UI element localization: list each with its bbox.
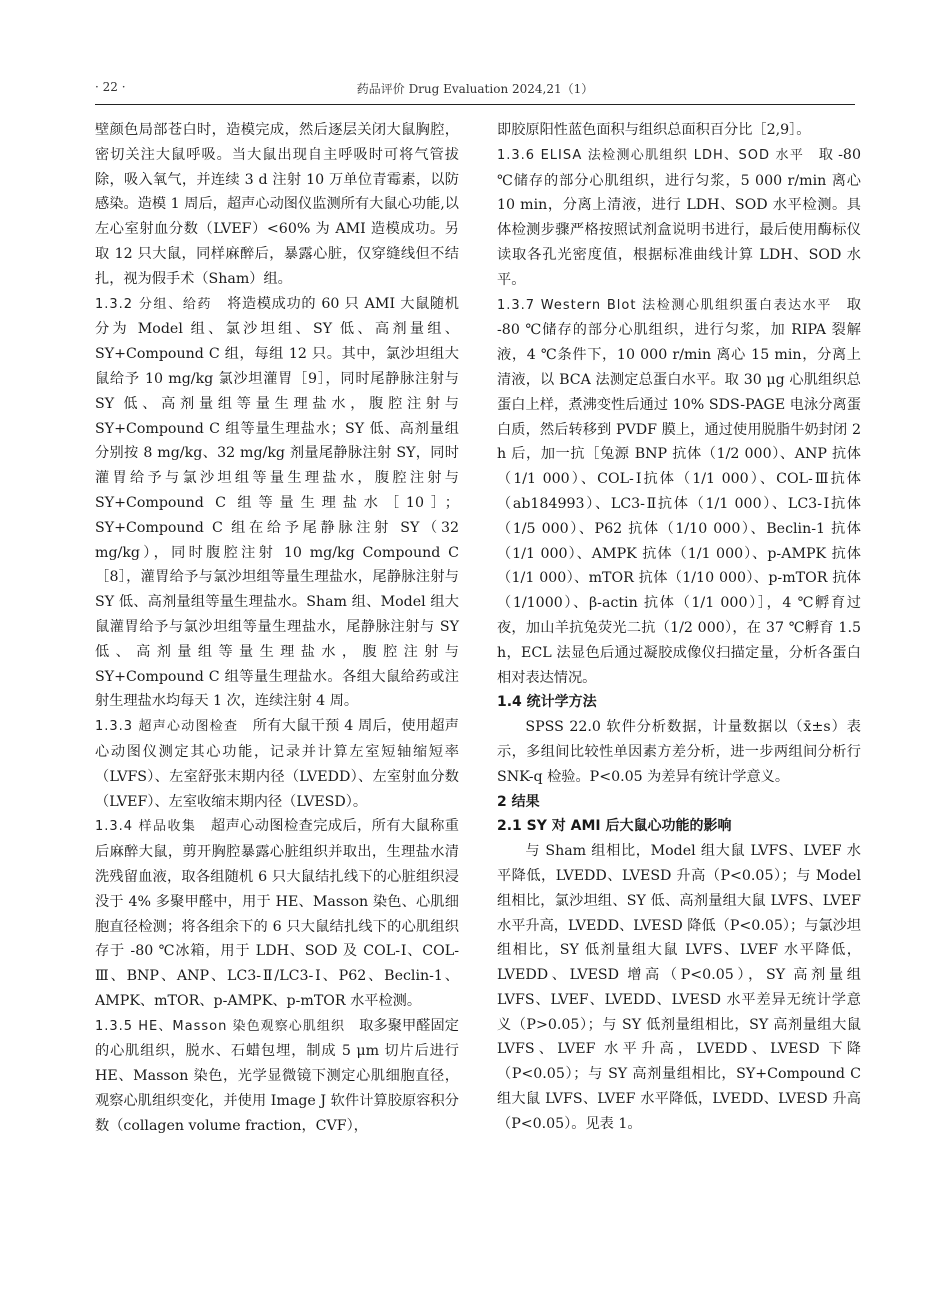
section-heading: 1.3.5 HE、Masson 染色观察心肌组织 [95, 1018, 346, 1034]
section-body-1-4: SPSS 22.0 软件分析数据，计量数据以（x̄±s）表示，多组间比较性单因素方差分析，进一步两组间分析行 SNK-q 检验。P<0.05 为差异有统计学意义。 [497, 719, 861, 785]
section-heading: 1.3.4 样品收集 [95, 819, 197, 835]
section-1-3-5 [95, 1014, 459, 1139]
header-rule [95, 104, 855, 105]
section-1-3-7 [497, 293, 861, 691]
section-heading: 1.3.7 Western Blot 法检测心肌组织蛋白表达水平 [497, 297, 832, 313]
section-1-3-2 [95, 292, 459, 715]
paragraph: 壁颜色局部苍白时，造模完成，然后逐层关闭大鼠胸腔，密切关注大鼠呼吸。当大鼠出现自主呼吸时可将气管拔除，吸入氧气，并连续 3 d 注射 10 万单位青霉素，以防感染。造模 1 周后，超声心动图仪监测所有大鼠心功能,以左心室射血分数（LVEF）<60% 为 AMI 造模成功。另取 12 只大鼠，同样麻醉后，暴露心脏，仅穿缝线但不结扎，视为假手术（Sham）组。 [95, 122, 459, 287]
section-heading: 1.3.2 分组、给药 [95, 296, 213, 312]
section-body: 取多聚甲醛固定的心肌组织，脱水、石蜡包埋，制成 5 μm 切片后进行 HE、Masson 染色，光学显微镜下测定心肌细胞直径，观察心肌组织变化，并使用 Image J 软件计算胶原容积分数（collagen volume fraction，CVF）， [95, 1017, 459, 1134]
journal-citation: 药品评价 Drug Evaluation 2024,21（1） [356, 82, 594, 96]
left-column [95, 118, 459, 1139]
paragraph: 即胶原阳性蓝色面积与组织总面积百分比［2,9］。 [497, 122, 811, 138]
section-body: 所有大鼠干预 4 周后，使用超声心动图仪测定其心功能，记录并计算左室短轴缩短率（LVFS）、左室舒张末期内径（LVEDD）、左室射血分数（LVEF）、左室收缩末期内径（LVESD）。 [95, 718, 459, 810]
section-1-3-6 [497, 143, 861, 293]
section-heading-1-4: 1.4 统计学方法 [497, 694, 597, 711]
section-body: 将造模成功的 60 只 AMI 大鼠随机分为 Model 组、氯沙坦组、SY 低、高剂量组、SY+Compound C 组，每组 12 只。其中，氯沙坦组大鼠给予 10 mg/kg 氯沙坦灌胃［9］，同时尾静脉注射与 SY 低、高剂量组等量生理盐水，腹腔注射与 SY+Compound C 组等量生理盐水；SY 低、高剂量组分别按 8 mg/kg、32 mg/kg 剂量尾静脉注射 SY，同时灌胃给予与氯沙坦组等量生理盐水，腹腔注射与 SY+Compound C 组等量生理盐水［10］；SY+Compound C 组在给予尾静脉注射 SY（32 mg/kg），同时腹腔注射 10 mg/kg Compound C［8］，灌胃给予与氯沙坦组等量生理盐水，尾静脉注射与 SY 低、高剂量组等量生理盐水。Sham 组、Model 组大鼠灌胃给予与氯沙坦组等量生理盐水，尾静脉注射与 SY 低、高剂量组等量生理盐水，腹腔注射与 SY+Compound C 组等量生理盐水。各组大鼠给药或注射生理盐水均每天 1 次，连续注射 4 周。 [95, 295, 459, 710]
section-body: 取 -80 ℃储存的部分心肌组织，进行匀浆，5 000 r/min 离心 10 min，分离上清液，进行 LDH、SOD 水平检测。具体检测步骤严格按照试剂盒说明书进行，最后使用酶标仪读取各孔光密度值，根据标准曲线计算 LDH、SOD 水平。 [497, 146, 861, 288]
section-heading: 1.3.6 ELISA 法检测心肌组织 LDH、SOD 水平 [497, 147, 805, 163]
running-header [95, 76, 855, 100]
section-1-3-4 [95, 814, 459, 1013]
section-body: 超声心动图检查完成后，所有大鼠称重后麻醉大鼠，剪开胸腔暴露心脏组织并取出，生理盐水清洗残留血液，取各组随机 6 只大鼠结扎线下的心脏组织浸没于 4% 多聚甲醛中，用于 HE、Masson 染色、心肌细胞直径检测；将各组余下的 6 只大鼠结扎线下的心肌组织存于 -80 ℃冰箱，用于 LDH、SOD 及 COL-Ⅰ、COL-Ⅲ、BNP、ANP、LC3-Ⅱ/LC3-Ⅰ、P62、Beclin-1、AMPK、mTOR、p-AMPK、p-mTOR 水平检测。 [95, 818, 459, 1009]
right-column [497, 118, 861, 1137]
section-heading-2-1: 2.1 SY 对 AMI 后大鼠心功能的影响 [497, 818, 732, 835]
section-heading: 1.3.3 超声心动图检查 [95, 719, 239, 735]
page-number: · 22 · [95, 80, 126, 94]
section-body: 取 -80 ℃储存的部分心肌组织，进行匀浆，加 RIPA 裂解液，4 ℃条件下，10 000 r/min 离心 15 min，分离上清液，以 BCA 法测定总蛋白水平。取 30 μg 心肌组织总蛋白上样，煮沸变性后通过 10% SDS-PAGE 电泳分离蛋白质，然后转移到 PVDF 膜上，通过使用脱脂牛奶封闭 2 h 后，加一抗［兔源 BNP 抗体（1/2 000）、ANP 抗体（1/1 000）、COL-Ⅰ抗体（1/1 000）、COL-Ⅲ抗体（ab184993）、LC3-Ⅱ抗体（1/1 000）、LC3-Ⅰ抗体（1/5 000）、P62 抗体（1/10 000）、Beclin-1 抗体（1/1 000）、AMPK 抗体（1/1 000）、p-AMPK 抗体（1/1 000）、mTOR 抗体（1/10 000）、p-mTOR 抗体（1/1000）、β-actin 抗体（1/1 000）］，4 ℃孵育过夜，加山羊抗兔荧光二抗（1/2 000），在 37 ℃孵育 1.5 h，ECL 法显色后通过凝胶成像仪扫描定量，分析各蛋白相对表达情况。 [497, 296, 861, 686]
section-body-2-1: 与 Sham 组相比，Model 组大鼠 LVFS、LVEF 水平降低，LVEDD、LVESD 升高（P<0.05）；与 Model 组相比，氯沙坦组、SY 低、高剂量组大鼠 LVFS、LVEF 水平升高，LVEDD、LVESD 降低（P<0.05）；与氯沙坦组相比，SY 低剂量组大鼠 LVFS、LVEF 水平降低，LVEDD、LVESD 增高（P<0.05），SY 高剂量组 LVFS、LVEF、LVEDD、LVESD 水平差异无统计学意义（P>0.05）；与 SY 低剂量组相比，SY 高剂量组大鼠 LVFS、LVEF 水平升高，LVEDD、LVESD 下降（P<0.05）；与 SY 高剂量组相比，SY+Compound C 组大鼠 LVFS、LVEF 水平降低，LVEDD、LVESD 升高（P<0.05）。见表 1。 [497, 843, 861, 1132]
section-heading-2: 2 结果 [497, 793, 540, 810]
section-1-3-3 [95, 714, 459, 814]
